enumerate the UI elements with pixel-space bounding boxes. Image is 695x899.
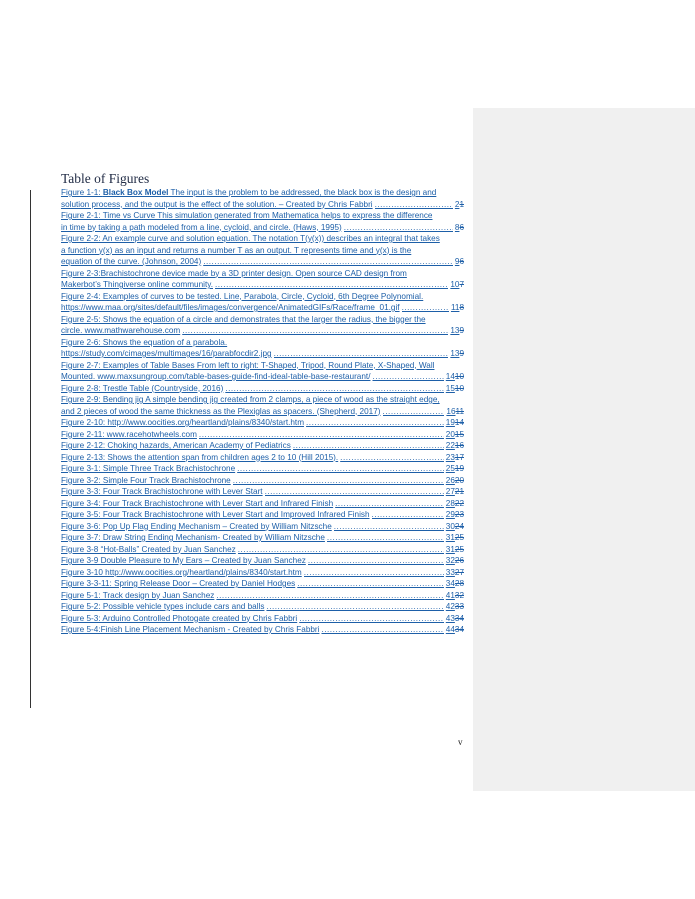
toc-entry[interactable] (61, 452, 464, 464)
page-number-new: 27 (445, 487, 455, 496)
page-number-deleted: 11 (455, 406, 464, 416)
page-number: v (458, 737, 463, 747)
dot-leader (297, 578, 444, 590)
toc-entry-line[interactable]: in time by taking a path modeled from a line, cycloid, and circle. (Haws, 1995) (61, 222, 342, 232)
page-reference[interactable] (455, 256, 464, 268)
page-reference[interactable] (446, 440, 464, 452)
dot-leader (321, 624, 443, 636)
page-number-new: 42 (445, 602, 455, 611)
page-number-deleted: 25 (454, 544, 464, 554)
page-reference[interactable] (446, 521, 464, 533)
page-number-new: 14 (445, 372, 455, 381)
toc-entry[interactable] (61, 440, 464, 452)
dot-leader (215, 279, 448, 291)
toc-entry[interactable] (61, 578, 464, 590)
page-title: Table of Figures (61, 171, 150, 186)
toc-entry-line[interactable]: Figure 3-5: Four Track Brachistochrone with Lever Start and Improved Infrared Finish (61, 510, 370, 519)
toc-entry-line[interactable]: Figure 2-10: http://www.oocities.org/heartland/plains/8340/start.htm (61, 418, 305, 427)
page-number-deleted: 9 (459, 326, 464, 335)
page-reference[interactable] (446, 417, 464, 429)
toc-entry-line[interactable]: Figure 2-2: An example curve and solution equation. The notation T(y(x)) describes an integral that takes (61, 234, 440, 243)
page-reference[interactable] (446, 498, 464, 510)
page-reference[interactable] (446, 406, 464, 418)
page-reference[interactable] (455, 199, 464, 211)
page-number-new: 28 (445, 498, 455, 508)
page-reference[interactable] (446, 590, 464, 602)
page-number-deleted: 10 (454, 372, 464, 381)
toc-entry-line[interactable]: Figure 2-8: Trestle Table (Countryside, 2016) (61, 383, 224, 393)
toc-entry-line[interactable]: Figure 3-3: Four Track Brachistochrone with Lever Start (61, 487, 263, 496)
toc-entry-line[interactable]: Figure 3-6: Pop Up Flag Ending Mechanism – Created by William Nitzsche (61, 521, 332, 531)
page-number-deleted: 16 (454, 441, 464, 450)
toc-entry[interactable] (61, 624, 464, 636)
dot-leader (340, 452, 444, 464)
dot-leader (327, 532, 444, 544)
toc-entry[interactable] (61, 486, 464, 498)
toc-entry-line[interactable]: and 2 pieces of wood the same thickness as the Plexiglas as spacers. (Shepherd, 2017) (61, 406, 381, 416)
toc-entry[interactable] (61, 601, 464, 613)
page-number-deleted: 34 (454, 625, 464, 634)
toc-entry[interactable] (61, 268, 464, 291)
toc-entry[interactable] (61, 291, 464, 314)
toc-entry[interactable] (61, 429, 464, 441)
toc-entry[interactable] (61, 314, 464, 337)
dot-leader (216, 590, 443, 602)
toc-entry-line[interactable]: Figure 1-1: Black Box Model The input is the problem to be addressed, the black box is the design and (61, 188, 437, 197)
page-number-deleted: 24 (454, 521, 464, 531)
dot-leader (372, 509, 444, 521)
page-reference[interactable] (446, 624, 464, 636)
dot-leader (299, 613, 444, 625)
page-number-deleted: 20 (454, 475, 464, 485)
dot-leader (237, 463, 444, 475)
toc-entry[interactable] (61, 383, 464, 395)
page-reference[interactable] (446, 613, 464, 625)
page-reference[interactable] (446, 578, 464, 590)
toc-entry-line[interactable]: Mounted. www.maxsungroup.com/table-bases-guide-find-ideal-table-base-restaurant/ (61, 372, 371, 381)
page-number-new: 11 (450, 303, 460, 312)
toc-entry[interactable] (61, 417, 464, 429)
toc-entry-line[interactable]: Figure 2-9: Bending jig A simple bending jig created from 2 clamps, a piece of wood as the straight edge, (61, 395, 440, 404)
toc-entry[interactable] (61, 498, 464, 510)
toc-entry-line[interactable]: Figure 2-5: Shows the equation of a circle and demonstrates that the larger the radius, the bigger the (61, 314, 426, 324)
table-of-figures (61, 187, 464, 636)
toc-entry[interactable] (61, 613, 464, 625)
comment-pane (473, 108, 695, 791)
toc-entry-line[interactable]: Figure 2-4: Examples of curves to be tested. Line, Parabola, Circle, Cycloid, 6th Degree Polynomial. (61, 291, 424, 301)
page-number-new: 33 (445, 567, 455, 577)
page-number-new: 26 (445, 475, 455, 485)
dot-leader (225, 383, 443, 395)
toc-entry-line[interactable]: Figure 3-7: Draw String Ending Mechanism- Created by William Nitzsche (61, 533, 325, 542)
toc-entry-line[interactable]: Figure 5-1: Track design by Juan Sanchez (61, 590, 215, 600)
toc-entry-line[interactable]: circle. www.mathwarehouse.com (61, 326, 181, 335)
page-reference[interactable] (446, 371, 464, 383)
toc-entry-line[interactable]: Figure 5-2: Possible vehicle types include cars and balls (61, 602, 265, 611)
page-number-new: 25 (445, 464, 455, 473)
page-reference[interactable] (446, 532, 464, 544)
page-reference[interactable] (446, 509, 464, 521)
page-number-new: 13 (450, 349, 460, 358)
toc-entry-line[interactable]: Figure 5-4:Finish Line Placement Mechanism - Created by Chris Fabbri (61, 625, 320, 634)
page-number-new: 43 (445, 613, 455, 623)
page-reference[interactable] (446, 544, 464, 556)
page-reference[interactable] (450, 325, 464, 337)
page-number-new: 41 (445, 590, 455, 600)
toc-entry[interactable] (61, 475, 464, 487)
toc-entry-line[interactable]: Figure 2-6: Shows the equation of a parabola. (61, 337, 228, 347)
toc-entry[interactable] (61, 521, 464, 533)
page-number-new: 30 (445, 521, 455, 531)
dot-leader (233, 475, 444, 487)
dot-leader (335, 498, 444, 510)
page-number-deleted: 10 (454, 383, 464, 393)
dot-leader (344, 222, 453, 234)
toc-entry[interactable] (61, 210, 464, 233)
dot-leader (334, 521, 444, 533)
dot-leader (372, 371, 443, 383)
dot-leader (304, 567, 444, 579)
page-number-deleted: 14 (454, 418, 464, 427)
page-reference[interactable] (451, 302, 464, 314)
toc-entry-line[interactable]: Figure 3-9 Double Pleasure to My Ears – Created by Juan Sanchez (61, 556, 306, 565)
toc-entry-line[interactable]: Figure 2-12: Choking hazards, American Academy of Pediatrics (61, 441, 291, 450)
dot-leader (375, 199, 453, 211)
toc-entry-line[interactable]: Figure 2-13: Shows the attention span from children ages 2 to 10 (Hill 2015). (61, 452, 339, 462)
page-number-deleted: 22 (454, 498, 464, 508)
dot-leader (238, 544, 444, 556)
dot-leader (383, 406, 445, 418)
page-number-new: 22 (445, 441, 455, 450)
page-number-deleted: 7 (459, 280, 464, 289)
page-number-deleted: 26 (454, 556, 464, 565)
page-number-deleted: 17 (454, 452, 464, 462)
toc-entry[interactable] (61, 394, 464, 417)
page-number-new: 2 (454, 199, 460, 209)
toc-entry-line[interactable]: Figure 3-2: Simple Four Track Brachistochrone (61, 475, 231, 485)
page-number-deleted: 27 (454, 567, 464, 577)
toc-entry-line[interactable]: https://www.maa.org/sites/default/files/images/convergence/AnimatedGIFs/Race/frame_01.gif (61, 303, 400, 312)
page-number-new: 44 (445, 625, 455, 634)
page-number-deleted: 9 (459, 349, 464, 358)
page-number-new: 13 (450, 326, 460, 335)
page-number-deleted: 32 (454, 590, 464, 600)
toc-entry-line[interactable]: solution process, and the output is the effect of the solution. – Created by Chris Fabbri (61, 199, 373, 209)
page-number-new: 32 (445, 556, 455, 565)
dot-leader (266, 601, 443, 613)
page-number-new: 16 (446, 406, 456, 416)
toc-entry[interactable] (61, 187, 464, 210)
page-reference[interactable] (446, 383, 464, 395)
page-number-new: 9 (454, 257, 460, 266)
toc-entry[interactable] (61, 567, 464, 579)
toc-entry[interactable] (61, 532, 464, 544)
dot-leader (402, 302, 449, 314)
page-number-deleted: 8 (459, 303, 464, 312)
page-reference[interactable] (446, 601, 464, 613)
page-reference[interactable] (446, 486, 464, 498)
change-bar (30, 190, 31, 708)
page-reference[interactable] (455, 222, 464, 234)
toc-entry[interactable] (61, 463, 464, 475)
page-reference[interactable] (450, 348, 464, 360)
toc-entry[interactable] (61, 233, 464, 268)
page-number-new: 15 (445, 383, 455, 393)
page-number-new: 20 (445, 429, 455, 439)
page-number-new: 34 (445, 579, 455, 588)
dot-leader (306, 417, 444, 429)
dot-leader (203, 256, 453, 268)
toc-entry-line[interactable]: https://study.com/cimages/multimages/16/parabfocdir2.jpg (61, 349, 272, 358)
page-number-new: 19 (445, 418, 455, 427)
page-number-new: 8 (454, 222, 460, 232)
dot-leader (265, 486, 444, 498)
toc-entry-line[interactable]: Figure 2-7: Examples of Table Bases From left to right: T-Shaped, Tripod, Round Plate, X-Shaped, Wall (61, 360, 435, 370)
page-number-deleted: 21 (454, 487, 464, 496)
page-number-new: 31 (445, 533, 455, 542)
toc-entry-line[interactable]: Figure 2-3:Brachistochrone device made by a 3D printer design. Open source CAD design from (61, 268, 407, 278)
toc-entry[interactable] (61, 360, 464, 383)
page-number-new: 23 (445, 452, 455, 462)
page-number-deleted: 6 (459, 222, 464, 232)
page-number-new: 29 (445, 510, 455, 519)
dot-leader (182, 325, 448, 337)
page-number-deleted: 28 (454, 579, 464, 588)
page-reference[interactable] (446, 475, 464, 487)
page-reference[interactable] (446, 463, 464, 475)
toc-entry-line[interactable]: Makerbot’s Thingiverse online community. (61, 280, 213, 289)
dot-leader (274, 348, 449, 360)
page-reference[interactable] (446, 567, 464, 579)
page-number-deleted: 6 (459, 257, 464, 266)
toc-entry-line[interactable]: Figure 2-11: www.racehotwheels.com (61, 429, 197, 439)
dot-leader (308, 555, 444, 567)
toc-entry-line[interactable]: Figure 3-1: Simple Three Track Brachistochrone (61, 464, 236, 473)
toc-entry-line[interactable]: Figure 3-4: Four Track Brachistochrone with Lever Start and Infrared Finish (61, 498, 334, 508)
toc-entry-line[interactable]: Figure 2-1: Time vs Curve This simulation generated from Mathematica helps to express the difference (61, 211, 433, 220)
page-number-deleted: 25 (454, 533, 464, 542)
page-number-deleted: 19 (454, 464, 464, 473)
page-number-new: 10 (450, 280, 460, 289)
page-number-deleted: 1 (459, 199, 464, 209)
toc-entry[interactable] (61, 509, 464, 521)
toc-entry-line[interactable]: a function y(x) as an input and returns a number T as an output. T represents time and y(x) is the (61, 245, 412, 255)
toc-entry-line[interactable]: Figure 5-3: Arduino Controlled Photogate created by Chris Fabbri (61, 613, 298, 623)
toc-entry-line[interactable]: Figure 3-8 “Hot-Balls” Created by Juan Sanchez (61, 544, 236, 554)
toc-entry-line[interactable]: Figure 3-10 http://www.oocities.org/heartland/plains/8340/start.htm (61, 567, 302, 577)
toc-entry[interactable] (61, 555, 464, 567)
dot-leader (293, 440, 444, 452)
page-number-deleted: 15 (454, 429, 464, 439)
page-reference[interactable] (450, 279, 464, 291)
page-number-deleted: 34 (454, 613, 464, 623)
toc-entry-line[interactable]: equation of the curve. (Johnson, 2004) (61, 257, 202, 266)
toc-entry[interactable] (61, 337, 464, 360)
dot-leader (199, 429, 444, 441)
page-number-deleted: 33 (454, 602, 464, 611)
page-number-deleted: 23 (454, 510, 464, 519)
page-reference[interactable] (446, 555, 464, 567)
toc-entry-line[interactable]: Figure 3-3-11: Spring Release Door – Created by Daniel Hodges (61, 579, 296, 588)
page-reference[interactable] (446, 452, 464, 464)
page-reference[interactable] (446, 429, 464, 441)
toc-entry[interactable] (61, 544, 464, 556)
toc-entry[interactable] (61, 590, 464, 602)
page-number-new: 31 (445, 544, 455, 554)
